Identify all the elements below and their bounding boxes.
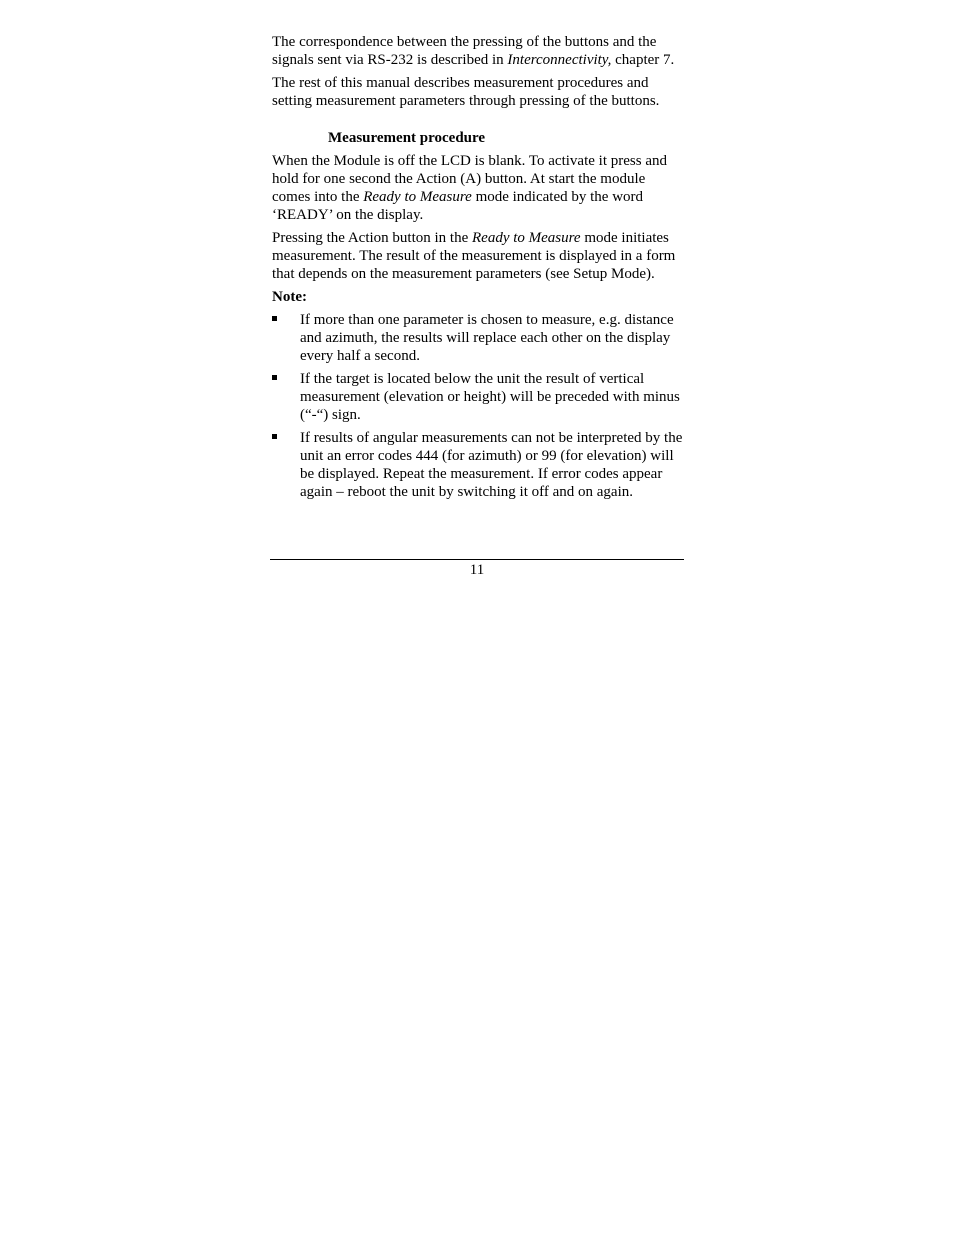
page-body [272,33,684,506]
paragraph-text: chapter 7. [611,52,675,68]
paragraph-text: The correspondence between the pressing of the buttons and the signals sent via RS-232 is described in [272,34,657,68]
square-bullet-icon [272,375,277,380]
list-item [272,311,684,365]
list-item-text: If more than one parameter is chosen to measure, e.g. distance and azimuth, the results will replace each other on the display every half a second. [300,312,674,364]
paragraph-manual-overview: The rest of this manual describes measurement procedures and setting measurement parameters through pressing of the buttons. [272,75,660,109]
paragraph-activation [272,152,684,224]
paragraph-text: Pressing the Action button in the [272,230,472,246]
note-list [272,311,684,501]
paragraph-text: mode initiates measurement. The result of the measurement is displayed in a form that depends on the measurement parameters (see Setup Mode). [272,230,676,282]
page-number: 11 [469,562,485,578]
list-item [272,370,684,424]
italic-reference: Interconnectivity, [507,52,612,68]
paragraph-interconnectivity [272,33,684,69]
paragraph-measurement [272,229,684,283]
section-heading: Measurement procedure [328,130,486,146]
italic-mode-name: Ready to Measure [472,230,581,246]
square-bullet-icon [272,434,277,439]
footer-divider [270,559,684,560]
list-item-text: If results of angular measurements can not be interpreted by the unit an error codes 444 (for azimuth) or 99 (for elevation) will be displayed. Repeat the measurement. If error codes appear again – reboot the unit by switching it off and on again. [300,430,683,500]
italic-mode-name: Ready to Measure [363,189,472,205]
paragraph-text: When the Module is off the LCD is blank. To activate it press and hold for one second the Action (A) button. At start the module comes into the [272,153,667,205]
paragraph-text: mode indicated by the word ‘READY’ on the display. [272,189,644,223]
square-bullet-icon [272,316,277,321]
note-label: Note: [272,289,307,305]
list-item [272,429,684,501]
list-item-text: If the target is located below the unit the result of vertical measurement (elevation or height) will be preceded with minus (“-“) sign. [300,371,680,423]
